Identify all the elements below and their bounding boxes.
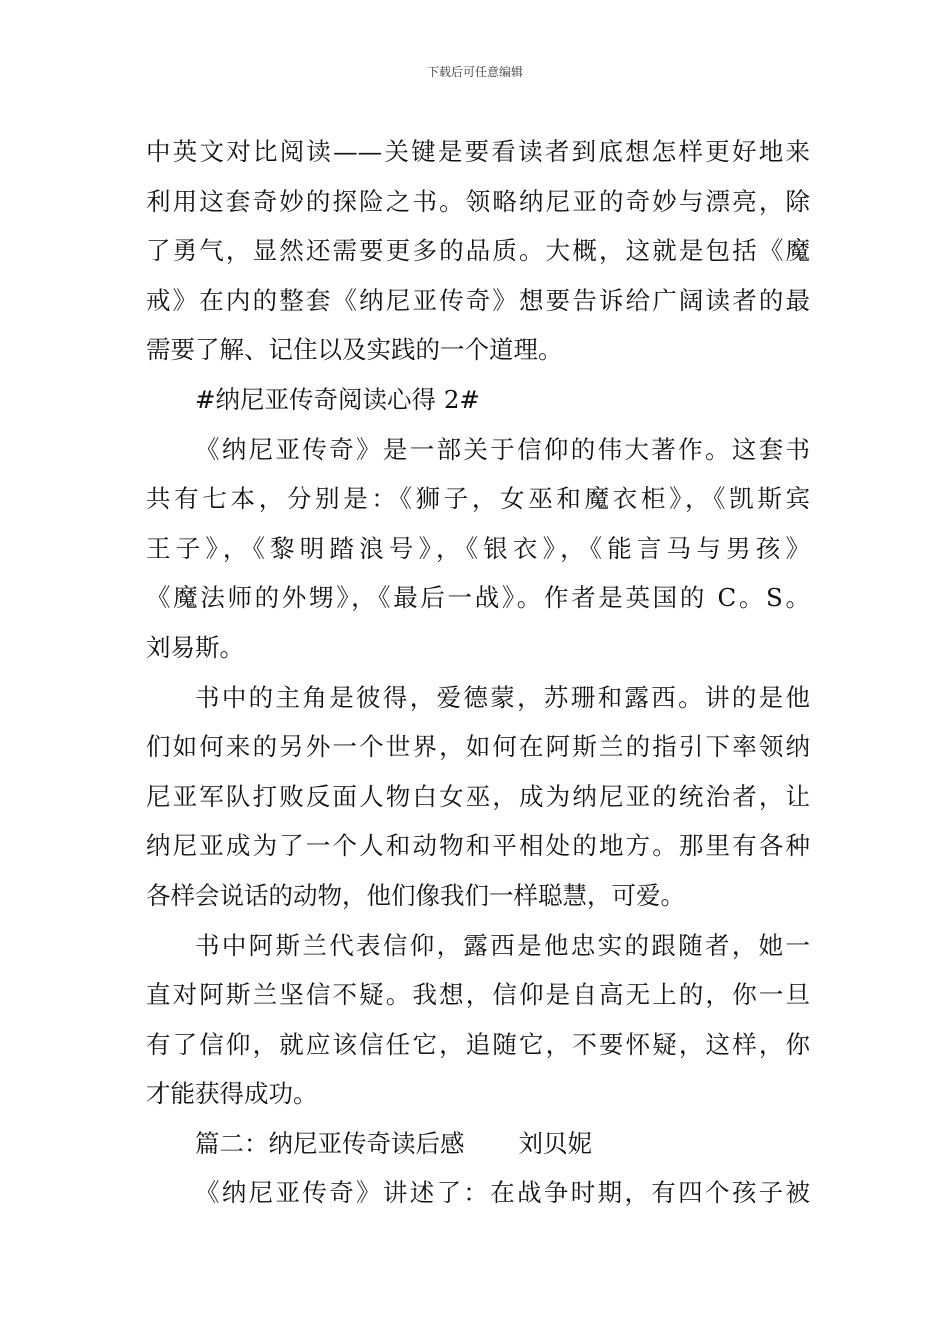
section-title-line — [146, 1119, 810, 1169]
text-line: 《魔法师的外甥》，《最后一战》。作者是英国的 C。S。 — [146, 583, 810, 613]
text-line: 有了信仰，就应该信任它，追随它，不要怀疑，这样，你 — [146, 1029, 810, 1059]
section-author: 刘贝妮 — [518, 1128, 592, 1158]
text-line: 《纳尼亚传奇》讲述了：在战争时期，有四个孩子被 — [195, 1178, 810, 1208]
text-line: 们如何来的另外一个世界，如何在阿斯兰的指引下率领纳 — [146, 732, 810, 762]
text-line: 戒》在内的整套《纳尼亚传奇》想要告诉给广阔读者的最 — [146, 285, 810, 315]
section-heading: #纳尼亚传奇阅读心得 2# — [195, 384, 480, 414]
text-line: 尼亚军队打败反面人物白女巫，成为纳尼亚的统治者，让 — [146, 781, 810, 811]
text-line: 利用这套奇妙的探险之书。领略纳尼亚的奇妙与漂亮，除 — [146, 186, 810, 216]
text-line: 才能获得成功。 — [146, 1079, 318, 1109]
section-title: 篇二：纳尼亚传奇读后感 — [195, 1128, 465, 1158]
text-line: 了勇气，显然还需要更多的品质。大概，这就是包括《魔 — [146, 236, 810, 266]
text-line: 《纳尼亚传奇》是一部关于信仰的伟大著作。这套书 — [195, 434, 810, 464]
text-line: 需要了解、记住以及实践的一个道理。 — [146, 335, 563, 365]
text-line: 中英文对比阅读——关键是要看读者到底想怎样更好地来 — [146, 137, 810, 166]
text-line: 书中阿斯兰代表信仰，露西是他忠实的跟随者，她一 — [195, 930, 810, 960]
text-line: 书中的主角是彼得，爱德蒙，苏珊和露西。讲的是他 — [195, 682, 810, 712]
text-line: 直对阿斯兰坚信不疑。我想，信仰是自高无上的，你一旦 — [146, 980, 810, 1010]
text-line: 纳尼亚成为了一个人和动物和平相处的地方。那里有各种 — [146, 831, 810, 861]
text-line: 刘易斯。 — [146, 632, 244, 662]
document-body — [146, 127, 810, 1218]
text-line: 王子》，《黎明踏浪号》，《银衣》，《能言马与男孩》 — [146, 533, 810, 563]
text-line: 各样会说话的动物，他们像我们一样聪慧，可爱。 — [146, 880, 685, 910]
text-line: 共有七本，分别是：《狮子，女巫和魔衣柜》，《凯斯宾 — [146, 484, 810, 514]
page-header-note: 下载后可任意编辑 — [426, 65, 523, 79]
